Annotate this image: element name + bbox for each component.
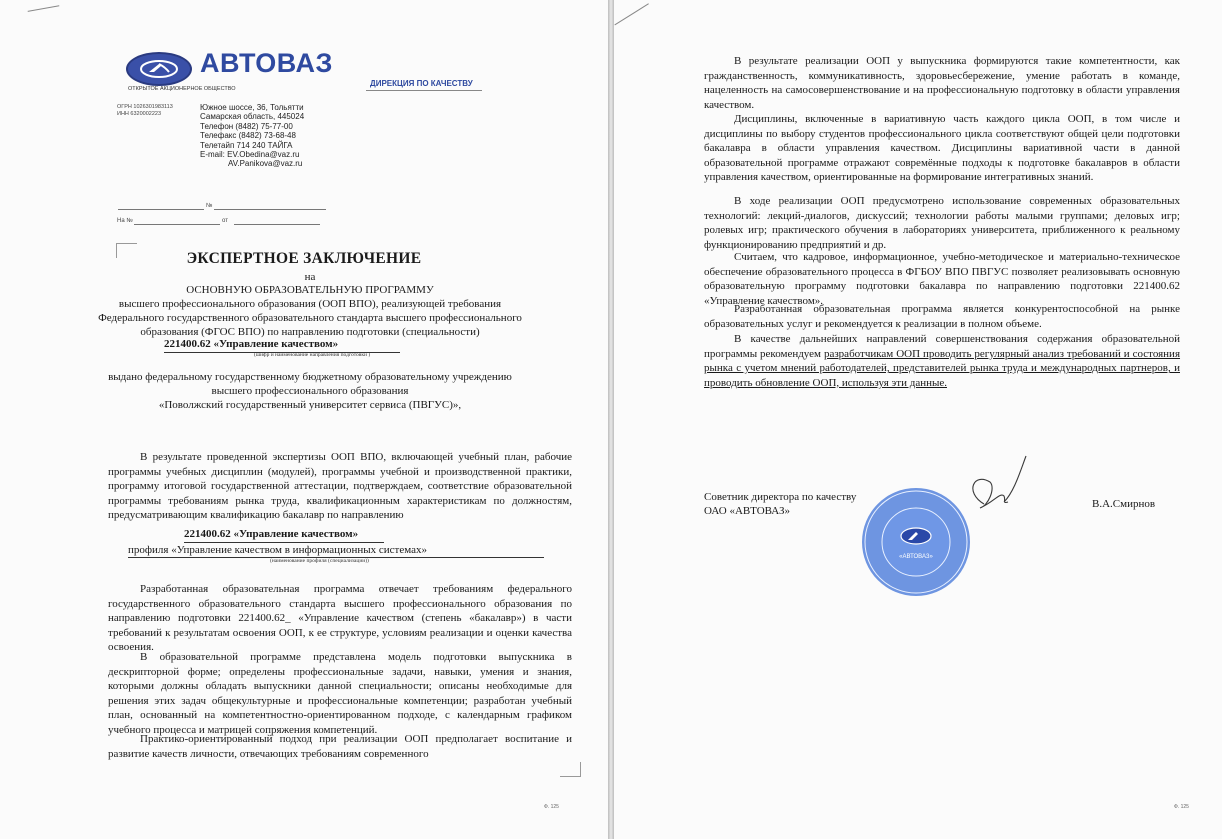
paragraph: В результате проведенной экспертизы ООП ВПО, включающей учебный план, рабочие программы учебных дисциплин (модулей), программы учебной и производственной практики, программу итоговой государственной аттестации, подтверждаем, соответствие образовательной программы требованиям рынка труда, квалификационным характеристикам по должностям, предусматривающим квалификацию бакалавр по направлению (108, 451, 572, 522)
corner-mark (28, 5, 61, 17)
autovaz-logo-icon (126, 52, 192, 86)
page-number: Ф. 125 (544, 804, 559, 810)
header-divider (366, 90, 482, 91)
issued-line: «Поволжский государственный университет сервиса (ПВГУС)», (158, 399, 462, 411)
paragraph: В ходе реализации ООП предусмотрено использование современных образовательных технологий: лекций-диалогов, дискуссий; технологии работы малыми группами; деловых игр; ролевых игр; практического обучения в лабораториях университета, приближенного к реальному функционированию предприятий и др. (704, 195, 1180, 251)
right-page (614, 0, 1222, 839)
brand-name: АВТОВАЗ (200, 48, 333, 78)
contact-line: AV.Panikova@vaz.ru (228, 159, 303, 169)
title-line: высшего профессионального образования (ООП ВПО), реализующей требования (118, 298, 502, 310)
corner-mark (614, 3, 661, 45)
reg-line (214, 209, 326, 210)
contacts-block (200, 103, 304, 169)
paragraph: Практико-ориентированный подход при реализации ООП предполагает воспитание и развитие качеств личности, отвечающих требованиям современного (108, 733, 572, 760)
recommendation-underlined: разработчикам ООП проводить регулярный анализ требований и состояния рынка с учетом мнений работодателей, представителей рынка труда и международных партнеров, и проводить обновление ООП, используя эти данные. (704, 347, 1181, 389)
paragraph (704, 332, 1180, 390)
contact-line: Телефон (8482) 75-77-00 (200, 121, 293, 131)
reg-line (118, 209, 204, 210)
contact-line: Телефакс (8482) 73-68-48 (200, 131, 296, 141)
document-title: ЭКСПЕРТНОЕ ЗАКЛЮЧЕНИЕ (186, 250, 422, 267)
recommendation-start: В качестве дальнейших направлений совершенствования содержания образовательной программы рекомендуем (704, 333, 1180, 360)
left-page (0, 0, 608, 839)
profile-line: профиля «Управление качеством в информационных системах» (128, 544, 427, 556)
contact-line: Самарская область, 445024 (200, 112, 305, 122)
reg-no-label: № (206, 203, 213, 209)
signature-icon (944, 452, 1034, 522)
signatory-name: В.А.Смирнов (1092, 498, 1156, 510)
page-number: Ф. 125 (1174, 804, 1189, 810)
brand-subtitle: ОТКРЫТОЕ АКЦИОНЕРНОЕ ОБЩЕСТВО (128, 86, 236, 92)
direction-label: ДИРЕКЦИЯ ПО КАЧЕСТВУ (370, 79, 473, 88)
program-code: 221400.62 «Управление качеством» (184, 528, 359, 540)
issued-line: высшего профессионального образования (211, 385, 409, 397)
stamp-center-text: «АВТОВАЗ» (899, 554, 933, 560)
paragraph: В результате реализации ООП у выпускника формируются такие компетентности, как гражданственность, коммуникативность, здоровьесбережение, умение работать в команде, нацеленность на самосовершенствование и на профессиональную подготовку в области управления качеством. (704, 55, 1180, 111)
program-code: 221400.62 «Управление качеством» (164, 338, 339, 350)
reg-line (134, 224, 220, 225)
paragraph: Разработанная образовательная программа отвечает требованиям федерального государственного образовательного стандарта высшего профессионального образования по направлению подготовки 221400.62_ «Управление качеством (степень «бакалавр») в части требований к результатам освоения ООП, к ее структуре, условиям реализации и оценки качества освоения. (108, 583, 572, 654)
paragraph: Считаем, что кадровое, информационное, учебно-методическое и материально-техническое обеспечение образовательного процесса в ФГБОУ ВПО ПВГУС позволяет реализовывать основную образовательную программу подготовки бакалавра по направлению подготовки 221400.62 «Управление качеством». (704, 251, 1180, 307)
company-ids (117, 104, 173, 118)
contact-line: E-mail: EV.Obedina@vaz.ru (200, 150, 300, 160)
title-line: Федерального государственного образовательного стандарта высшего профессионального (98, 312, 522, 324)
code-caption: (шифр и наименование направления подготовки ) (254, 352, 371, 358)
paragraph: Разработанная образовательная программа является конкурентоспособной на рынке образовательных услуг и рекомендуется к реализации в полном объеме. (704, 303, 1180, 330)
inn: ИНН 6320002223 (117, 111, 162, 117)
title-line: образования (ФГОС ВПО) по направлению подготовки (специальности) (140, 326, 480, 338)
role-line: Советник директора по качеству (704, 491, 857, 503)
signatory-role (704, 490, 856, 518)
contact-line: Южное шоссе, 36, Тольятти (200, 103, 304, 112)
reg-on-label: На № (117, 218, 133, 224)
title-line: ОСНОВНУЮ ОБРАЗОВАТЕЛЬНУЮ ПРОГРАММУ (186, 284, 434, 296)
profile-caption: (наименование профиля (специализации)) (270, 558, 369, 564)
reg-line (234, 224, 320, 225)
contact-line: Телетайп 714 240 ТАЙГА (200, 140, 293, 150)
title-na: на (304, 271, 316, 283)
ogrn: ОГРН 1026301983113 (117, 104, 173, 110)
paragraph: Дисциплины, включенные в вариативную часть каждого цикла ООП, в том числе и дисциплины по выбору студентов профессионального цикла соответствуют общей цели подготовки бакалавра в области управления качеством. Дисциплины вариативной части в данной образовательной программе отражают совремённые подходы к подготовке бакалавров в области управления качеством, ориентированные на формирование интегративных знаний. (704, 113, 1180, 184)
reg-from-label: от (222, 218, 228, 224)
bracket-mark (560, 762, 581, 777)
issued-line: выдано федеральному государственному бюджетному образовательному учреждению (108, 371, 512, 383)
paragraph: В образовательной программе представлена модель подготовки выпускника в дескрипторной форме; определены профессиональные задачи, навыки, умения и знания, которыми должны обладать выпускники данной специальности; описаны необходимые для решения этих задач общекультурные и профессиональные компетенции; разработан учебный план, основанный на компетентностно-ориентированном подходе, с календарным графиком учебного процесса и матрицей сопряжения компетенций. (108, 651, 572, 736)
role-line: ОАО «АВТОВАЗ» (704, 505, 790, 517)
